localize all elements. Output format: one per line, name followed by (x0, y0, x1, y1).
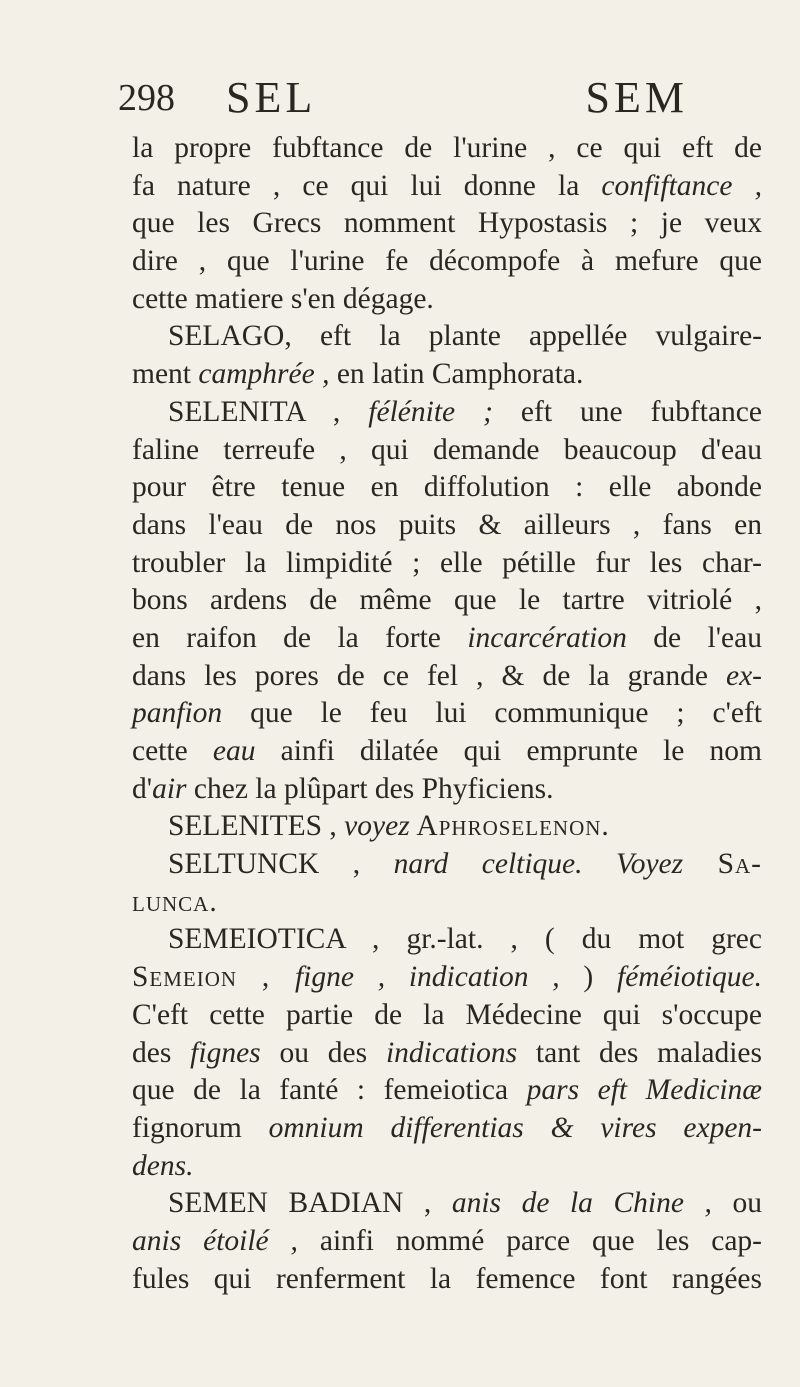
text-line: pour être tenue en diffolution : elle abonde (132, 471, 762, 504)
entry-selenites: SELENITES , voyez Aphroselenon. (168, 810, 610, 843)
entry-seltunck: SELTUNCK , nard celtique. Voyez Sa- (168, 848, 762, 881)
text-line: C'eft cette partie de la Médecine qui s'occupe (132, 998, 762, 1031)
header-right-word: SEM (585, 73, 688, 122)
text-line: fignorum omnium differentias & vires expen- (132, 1111, 762, 1144)
running-header (118, 72, 688, 132)
text-line: en raifon de la forte incarcération de l'eau (132, 621, 762, 654)
text-line: lunca. (132, 885, 218, 918)
text-line: que les Grecs nomment Hypostasis ; je veux (132, 207, 762, 240)
text-line: Semeion , figne , indication , ) féméiotique. (132, 961, 762, 994)
entry-selenita: SELENITA , félénite ; eft une fubftance (168, 395, 762, 428)
header-left-word: SEL (226, 73, 317, 122)
text-line: dans l'eau de nos puits & ailleurs , fans en (132, 508, 762, 541)
text-line: dire , que l'urine fe décompofe à mefure que (132, 245, 762, 278)
text-line: fules qui renferment la femence font rangées (132, 1262, 762, 1295)
entry-semen-badian: SEMEN BADIAN , anis de la Chine , ou (168, 1187, 763, 1220)
text-line: fa nature , ce qui lui donne la confiftance , (132, 169, 762, 202)
text-line: dans les pores de ce fel , & de la grande ex- (132, 659, 762, 692)
text-line: la propre fubftance de l'urine , ce qui eft de (132, 132, 762, 164)
page-number: 298 (118, 77, 175, 119)
entry-selago: SELAGO, eft la plante appellée vulgaire- (168, 320, 762, 353)
text-line: troubler la limpidité ; elle pétille fur les char- (132, 546, 762, 579)
page-body-text (132, 130, 762, 1298)
text-line: bons ardens de même que le tartre vitriolé , (132, 584, 762, 617)
text-line: cette matiere s'en dégage. (132, 282, 434, 315)
text-line: d'air chez la plûpart des Phyficiens. (132, 772, 554, 805)
text-line: des fignes ou des indications tant des maladies (132, 1036, 763, 1069)
text-line: faline terreufe , qui demande beaucoup d'eau (132, 433, 762, 466)
text-line: ment camphrée , en latin Camphorata. (132, 358, 584, 391)
text-line: que de la fanté : femeiotica pars eft Medicinæ (132, 1074, 762, 1107)
entry-semeiotica: SEMEIOTICA , gr.-lat. , ( du mot grec (168, 923, 762, 956)
text-line: panfion que le feu lui communique ; c'eft (132, 697, 762, 730)
text-line: cette eau ainfi dilatée qui emprunte le nom (132, 735, 762, 767)
text-line: dens. (132, 1149, 194, 1182)
text-line: anis étoilé , ainfi nommé parce que les cap- (132, 1224, 763, 1257)
